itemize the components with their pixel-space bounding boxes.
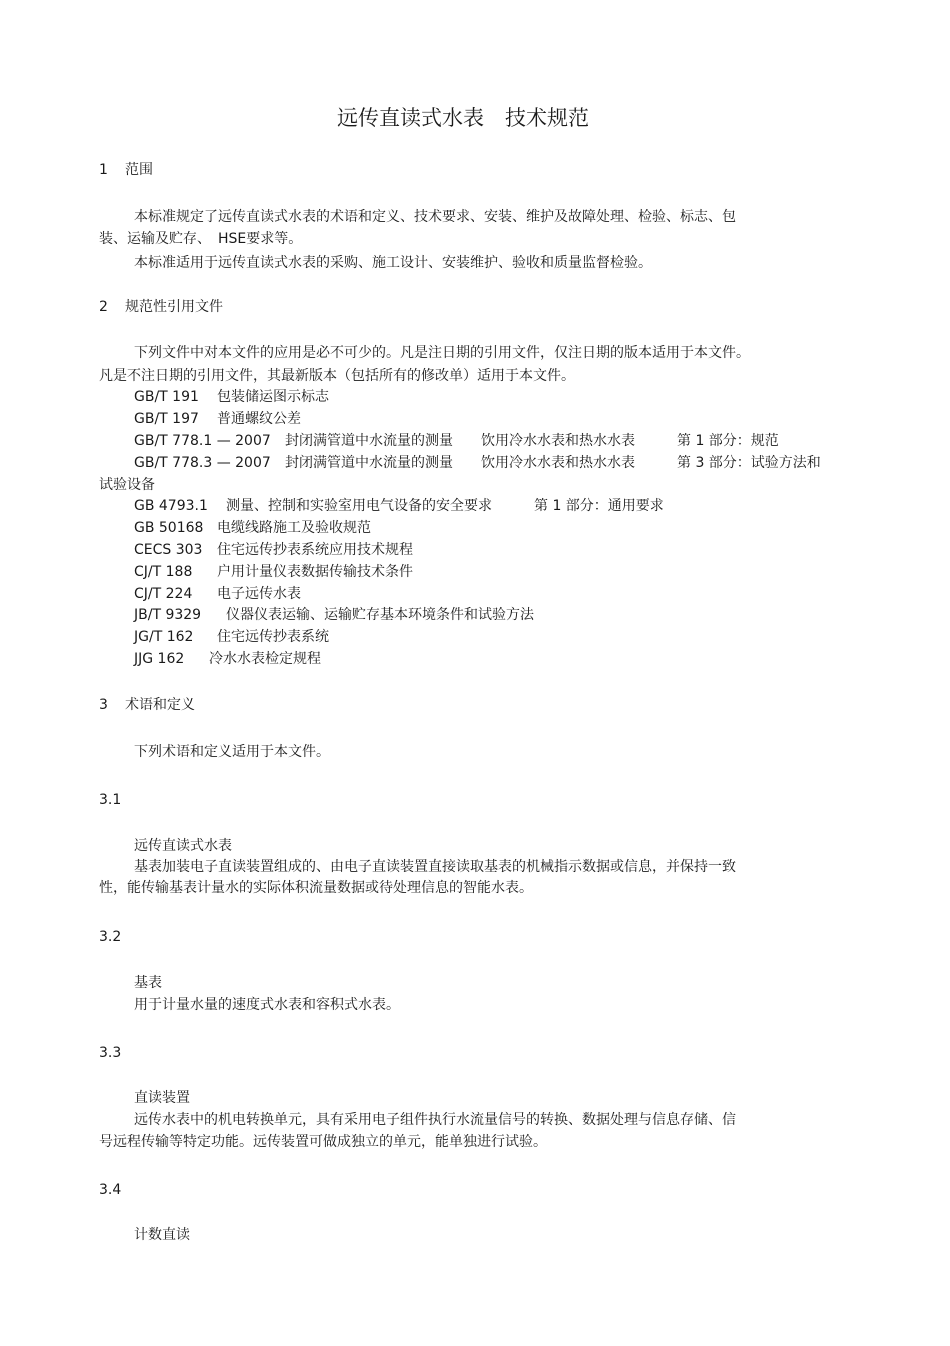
term-definition-line-1: 远传水表中的机电转换单元，具有采用电子组件执行水流量信号的转换、数据处理与信息存储、信 — [134, 1112, 736, 1128]
section-3-heading: 术语和定义 — [125, 697, 195, 713]
reference-code: GB 50168 — [134, 520, 204, 536]
reference-code: GB 4793.1 — [134, 498, 208, 514]
reference-title: 封闭满管道中水流量的测量 饮用冷水水表和热水水表 第 1 部分：规范 — [285, 433, 779, 449]
term-name: 计数直读 — [134, 1227, 190, 1243]
reference-title: 普通螺纹公差 — [217, 411, 301, 427]
section-1-paragraph-1-line-2: 装、运输及贮存、 HSE要求等。 — [99, 231, 303, 247]
term-number: 3.1 — [99, 792, 122, 808]
term-definition-line-1: 基表加装电子直读装置组成的、由电子直读装置直接读取基表的机械指示数据或信息，并保持一致 — [134, 859, 736, 875]
section-1-heading: 范围 — [125, 162, 153, 178]
term-definition-line-2: 号远程传输等特定功能。远传装置可做成独立的单元，能单独进行试验。 — [99, 1134, 547, 1150]
section-1-paragraph-1-line-1: 本标准规定了远传直读式水表的术语和定义、技术要求、安装、维护及故障处理、检验、标志、包 — [134, 209, 736, 225]
term-definition-line-2: 性，能传输基表计量水的实际体积流量数据或待处理信息的智能水表。 — [99, 880, 533, 896]
section-3-number: 3 — [99, 697, 108, 713]
reference-title: 冷水水表检定规程 — [209, 651, 321, 667]
section-2-number: 2 — [99, 299, 108, 315]
reference-code: JB/T 9329 — [134, 607, 202, 623]
reference-title: 电缆线路施工及验收规范 — [217, 520, 371, 536]
reference-code: CJ/T 224 — [134, 586, 193, 602]
section-2-heading: 规范性引用文件 — [125, 299, 223, 315]
reference-title: 封闭满管道中水流量的测量 饮用冷水水表和热水水表 第 3 部分：试验方法和 — [285, 455, 821, 471]
reference-code: GB/T 191 — [134, 389, 199, 405]
reference-code: GB/T 197 — [134, 411, 199, 427]
reference-title-continuation: 试验设备 — [99, 477, 155, 493]
reference-code: GB/T 778.1 — 2007 — [134, 433, 271, 449]
section-2-paragraph-line-2: 凡是不注日期的引用文件，其最新版本（包括所有的修改单）适用于本文件。 — [99, 368, 575, 384]
reference-code: JJG 162 — [134, 651, 185, 667]
term-name: 远传直读式水表 — [134, 838, 232, 854]
term-number: 3.3 — [99, 1045, 122, 1061]
term-definition-line-1: 用于计量水量的速度式水表和容积式水表。 — [134, 997, 400, 1013]
reference-code: GB/T 778.3 — 2007 — [134, 455, 271, 471]
term-number: 3.4 — [99, 1182, 122, 1198]
reference-title: 住宅远传抄表系统应用技术规程 — [217, 542, 413, 558]
reference-code: CJ/T 188 — [134, 564, 193, 580]
section-3-intro: 下列术语和定义适用于本文件。 — [134, 744, 330, 760]
reference-title: 测量、控制和实验室用电气设备的安全要求 第 1 部分：通用要求 — [226, 498, 664, 514]
term-name: 直读装置 — [134, 1090, 190, 1106]
term-name: 基表 — [134, 975, 162, 991]
reference-code: CECS 303 — [134, 542, 203, 558]
section-1-number: 1 — [99, 162, 108, 178]
reference-title: 包装储运图示标志 — [217, 389, 329, 405]
reference-title: 住宅远传抄表系统 — [217, 629, 329, 645]
reference-title: 户用计量仪表数据传输技术条件 — [217, 564, 413, 580]
reference-title: 电子远传水表 — [217, 586, 301, 602]
section-1-paragraph-2: 本标准适用于远传直读式水表的采购、施工设计、安装维护、验收和质量监督检验。 — [134, 255, 652, 271]
reference-code: JG/T 162 — [134, 629, 194, 645]
document-title: 远传直读式水表 技术规范 — [337, 106, 589, 130]
term-number: 3.2 — [99, 929, 122, 945]
section-2-paragraph-line-1: 下列文件中对本文件的应用是必不可少的。凡是注日期的引用文件，仅注日期的版本适用于本文件。 — [134, 345, 750, 361]
reference-title: 仪器仪表运输、运输贮存基本环境条件和试验方法 — [226, 607, 534, 623]
